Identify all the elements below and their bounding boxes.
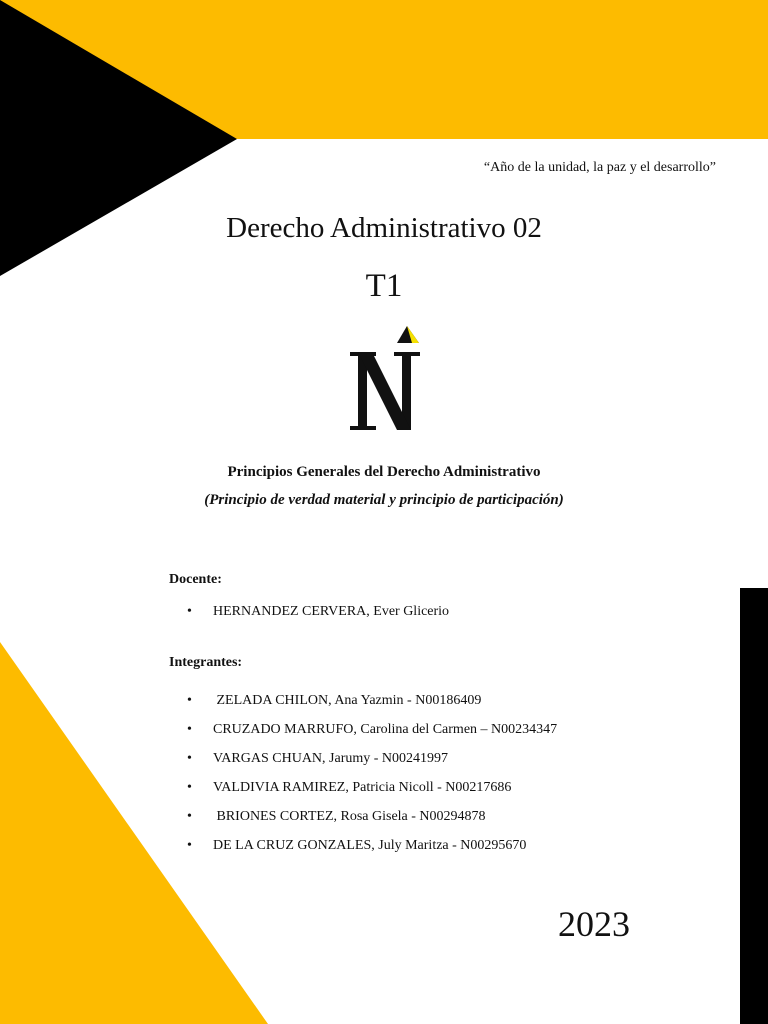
list-item: • ZELADA CHILON, Ana Yazmin - N00186409 [187,692,557,721]
year-label: 2023 [558,904,630,944]
list-item: • VALDIVIA RAMIREZ, Patricia Nicoll - N00217686 [187,779,557,808]
list-item: • HERNANDEZ CERVERA, Ever Glicerio [187,603,449,632]
members-label: Integrantes: [169,655,243,670]
list-item: • DE LA CRUZ GONZALES, July Maritza - N00295670 [187,837,557,866]
teacher-label: Docente: [169,572,222,587]
topic-subtitle: (Principio de verdad material y principio de participación) [204,492,564,508]
members-list [187,692,557,866]
assignment-label: T1 [365,268,403,304]
list-item: • VARGAS CHUAN, Jarumy - N00241997 [187,750,557,779]
teacher-list [187,603,449,632]
list-item: • BRIONES CORTEZ, Rosa Gisela - N00294878 [187,808,557,837]
topic-title: Principios Generales del Derecho Administrativo [227,464,541,480]
list-item: • CRUZADO MARRUFO, Carolina del Carmen – N00234347 [187,721,557,750]
university-logo-n-icon [340,320,430,435]
right-black-bar [740,588,768,1024]
motto-text: “Año de la unidad, la paz y el desarrollo” [483,160,716,175]
course-title: Derecho Administrativo 02 [226,212,542,244]
